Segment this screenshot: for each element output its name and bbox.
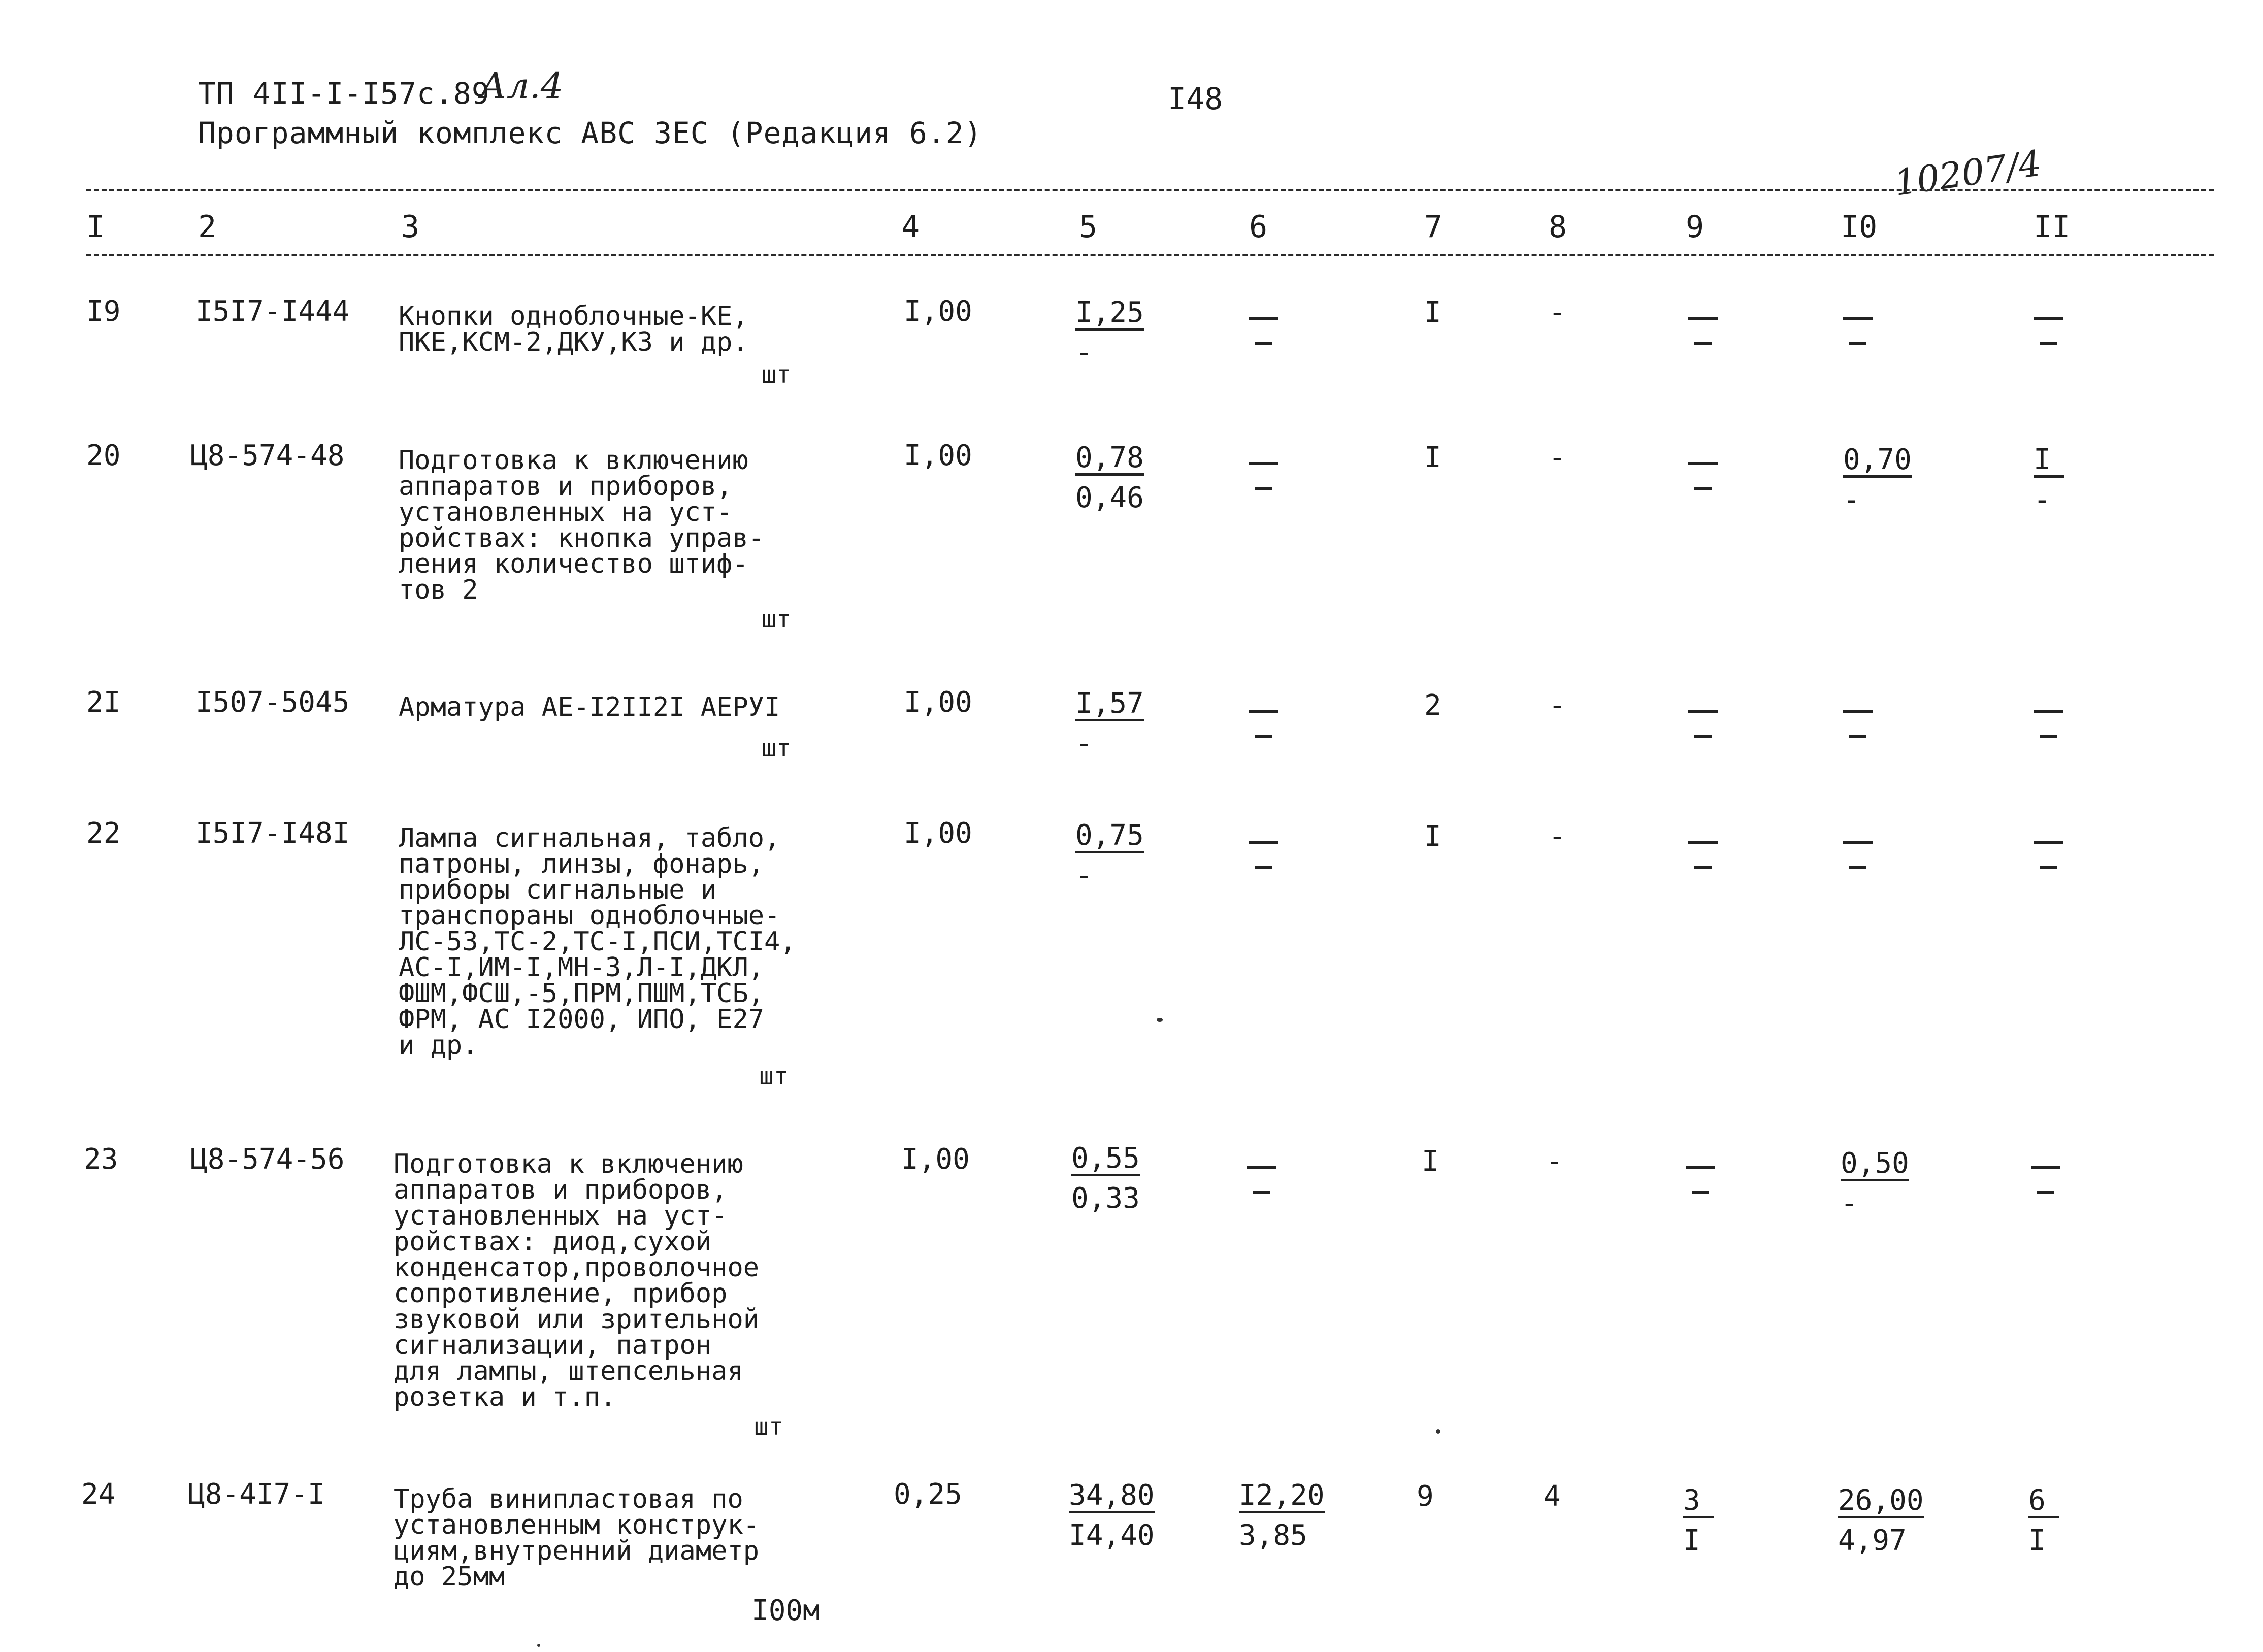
work-description: Подготовка к включению аппаратов и приборов, установленных на уст- ройствах: диод,сухой конденсатор,проволочное сопротивление, прибор звуковой или зрительной сигнализации, патрон для лампы, штепсельная розетка и т.п. (393, 1149, 760, 1412)
col11-top: 6 (2028, 1488, 2059, 1518)
col9-empty-mark (1688, 300, 1718, 345)
col11-empty-mark (2034, 692, 2063, 738)
col10-top: 0,70 (1843, 447, 1912, 478)
unit: I00м (751, 1594, 820, 1627)
norm-code: Ц8-574-56 (190, 1143, 345, 1176)
col6-empty-mark (1249, 300, 1278, 345)
col8-value: 4 (1544, 1480, 1561, 1513)
col10-top: 26,00 (1838, 1488, 1924, 1518)
unit: шт (762, 605, 791, 634)
col6-bottom: 3,85 (1239, 1519, 1307, 1552)
col10-top: 0,50 (1841, 1150, 1909, 1181)
column-number: 8 (1549, 209, 1567, 245)
col11-top: I (2034, 447, 2064, 478)
row-number: 24 (81, 1478, 116, 1511)
unit: шт (762, 734, 791, 763)
col8-value: - (1549, 689, 1566, 722)
scan-speck (1436, 1429, 1440, 1434)
col8-value: - (1546, 1145, 1563, 1178)
col5-bottom: 0,33 (1071, 1182, 1140, 1215)
work-description: Кнопки одноблочные-КЕ, ПКЕ,КСМ-2,ДКУ,КЗ и др. (399, 301, 748, 357)
col10-fraction (1841, 1147, 1909, 1220)
header-bottom-rule (86, 254, 2214, 256)
column-number: 7 (1424, 209, 1443, 245)
col9-fraction (1683, 1484, 1714, 1557)
unit: шт (762, 360, 791, 389)
col5-fraction (1075, 296, 1144, 369)
col5-top: I,57 (1075, 690, 1144, 721)
quantity: 0,25 (894, 1478, 962, 1511)
col9-empty-mark (1688, 445, 1718, 490)
col8-value: - (1549, 441, 1566, 474)
col9-empty-mark (1688, 692, 1718, 738)
norm-code: I5I7-I444 (195, 295, 350, 328)
col10-empty-mark (1843, 823, 1873, 869)
col9-empty-mark (1688, 823, 1718, 869)
quantity: I,00 (904, 295, 972, 328)
col6-empty-mark (1249, 445, 1278, 490)
col5-top: 0,55 (1071, 1145, 1140, 1176)
column-number: I (86, 209, 105, 245)
col5-top: 0,78 (1075, 445, 1144, 476)
work-description: Труба винипластовая по установленным конструк- циям,внутренний диаметр до 25мм (393, 1484, 760, 1592)
col10-bottom: 4,97 (1838, 1524, 1907, 1557)
col11-empty-mark (2034, 823, 2063, 869)
work-description: Арматура АЕ-I2II2I АЕРУI (399, 692, 780, 722)
col5-top: 34,80 (1069, 1482, 1155, 1513)
col7-value: I (1422, 1145, 1439, 1178)
column-number: 5 (1079, 209, 1098, 245)
row-number: 22 (86, 817, 121, 850)
col10-bottom: - (1841, 1187, 1858, 1220)
col5-top: I,25 (1075, 300, 1144, 331)
column-number: I0 (1841, 209, 1878, 245)
row-number: I9 (86, 295, 121, 328)
col11-empty-mark (2034, 300, 2063, 345)
col8-value: - (1549, 820, 1566, 853)
quantity: I,00 (904, 817, 972, 850)
col6-empty-mark (1249, 823, 1278, 869)
col7-value: I (1424, 296, 1441, 329)
column-number: 4 (901, 209, 920, 245)
col5-bottom: I4,40 (1069, 1519, 1155, 1552)
col5-fraction (1071, 1142, 1140, 1215)
page-number: I48 (1168, 81, 1223, 117)
program-complex-line: Программный комплекс АВС 3ЕС (Редакция 6.2) (198, 116, 982, 150)
col7-value: 9 (1417, 1480, 1434, 1513)
column-number: II (2034, 209, 2071, 245)
col11-empty-mark (2031, 1148, 2060, 1194)
col5-top: 0,75 (1075, 822, 1144, 853)
col10-empty-mark (1843, 692, 1873, 738)
quantity: I,00 (901, 1143, 970, 1176)
norm-code: Ц8-574-48 (190, 439, 345, 472)
column-number: 2 (198, 209, 217, 245)
quantity: I,00 (904, 439, 972, 472)
row-number: 23 (84, 1143, 118, 1176)
col6-top: I2,20 (1239, 1482, 1325, 1513)
quantity: I,00 (904, 686, 972, 719)
col5-fraction (1075, 819, 1144, 892)
norm-code: I507-5045 (195, 686, 350, 719)
document-code: ТП 4II-I-I57с.89 (198, 76, 490, 111)
column-number: 6 (1249, 209, 1268, 245)
col11-fraction (2034, 443, 2064, 516)
row-number: 2I (86, 686, 121, 719)
col6-fraction (1239, 1479, 1325, 1552)
col7-value: I (1424, 441, 1441, 474)
col9-empty-mark (1686, 1148, 1715, 1194)
col11-fraction (2028, 1484, 2059, 1557)
scan-speck (537, 1644, 540, 1647)
col5-bottom: 0,46 (1075, 481, 1144, 514)
unit: шт (754, 1412, 783, 1441)
col9-bottom: I (1683, 1524, 1700, 1557)
work-description: Лампа сигнальная, табло, патроны, линзы, фонарь, приборы сигнальные и транспораны одноблочные- ЛС-53,ТС-2,ТС-I,ПСИ,ТСI4, АС-I,ИМ-I,МН-3,Л-I,ДКЛ, ФШМ,ФСШ,-5,ПРМ,ПШМ,ТСБ, ФРМ, АС I2000, ИПО, Е27 и др. (399, 823, 796, 1061)
col5-fraction (1075, 441, 1144, 514)
work-description: Подготовка к включению аппаратов и приборов, установленных на уст- ройствах: кнопка управ- ления количество штиф- тов 2 (399, 445, 765, 605)
column-number: 3 (401, 209, 420, 245)
column-number: 9 (1686, 209, 1704, 245)
col5-bottom: - (1075, 727, 1093, 760)
handwritten-reference: 10207/4 (1891, 142, 2044, 204)
col10-fraction (1843, 443, 1912, 516)
scan-speck (1157, 1018, 1163, 1022)
norm-code: Ц8-4I7-I (188, 1478, 325, 1511)
col5-fraction (1069, 1479, 1155, 1552)
sheet-mark-handwritten: Ал.4 (480, 65, 564, 107)
norm-code: I5I7-I48I (195, 817, 350, 850)
row-number: 20 (86, 439, 121, 472)
col11-bottom: - (2034, 483, 2051, 516)
col5-bottom: - (1075, 336, 1093, 369)
col11-bottom: I (2028, 1524, 2046, 1557)
header-top-rule (86, 189, 2214, 191)
col5-fraction (1075, 687, 1144, 760)
col7-value: I (1424, 820, 1441, 853)
col9-top: 3 (1683, 1488, 1714, 1518)
col6-empty-mark (1249, 692, 1278, 738)
col6-empty-mark (1247, 1148, 1276, 1194)
col7-value: 2 (1424, 689, 1441, 722)
col10-bottom: - (1843, 483, 1860, 516)
col8-value: - (1549, 296, 1566, 329)
col5-bottom: - (1075, 859, 1093, 892)
col10-empty-mark (1843, 300, 1873, 345)
unit: шт (759, 1062, 789, 1091)
col10-fraction (1838, 1484, 1924, 1557)
